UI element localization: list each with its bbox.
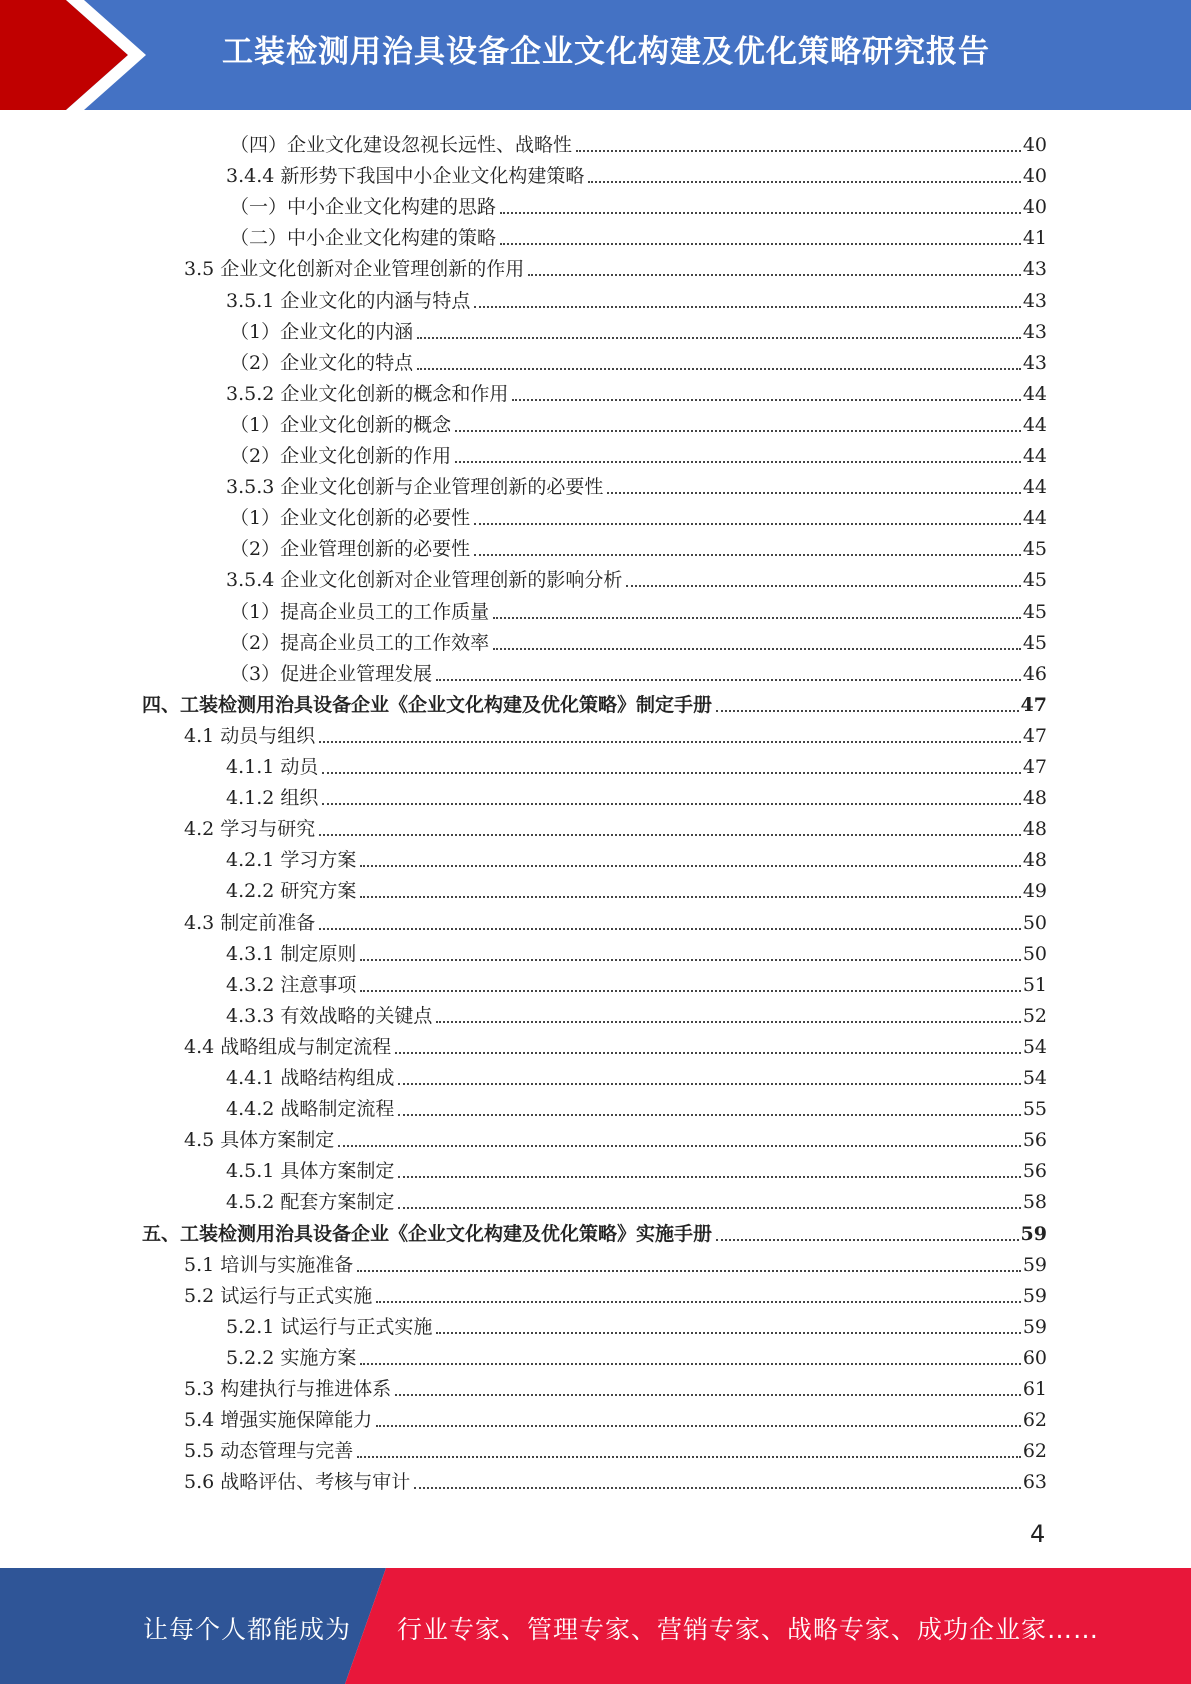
toc-entry[interactable] bbox=[142, 687, 1047, 718]
toc-entry-page: 48 bbox=[1022, 787, 1047, 810]
toc-entry-page: 45 bbox=[1022, 631, 1047, 654]
toc-entry-label: （二）中小企业文化构建的策略 bbox=[230, 227, 497, 250]
toc-leader-dots bbox=[716, 1238, 1019, 1241]
toc-leader-dots bbox=[395, 1051, 1021, 1054]
toc-entry[interactable] bbox=[226, 283, 1047, 314]
toc-entry[interactable] bbox=[230, 594, 1047, 625]
toc-leader-dots bbox=[319, 927, 1021, 930]
toc-leader-dots bbox=[322, 771, 1020, 774]
toc-entry-page: 54 bbox=[1022, 1035, 1047, 1058]
page-number: 4 bbox=[1030, 1520, 1046, 1548]
toc-leader-dots bbox=[360, 958, 1020, 961]
toc-entry-page: 50 bbox=[1022, 942, 1047, 965]
toc-leader-dots bbox=[417, 367, 1021, 370]
toc-entry-label: 五、工装检测用治具设备企业《企业文化构建及优化策略》实施手册 bbox=[142, 1222, 713, 1245]
toc-entry[interactable] bbox=[230, 625, 1047, 656]
toc-entry[interactable] bbox=[226, 1060, 1047, 1091]
toc-entry-label: （2）提高企业员工的工作效率 bbox=[230, 631, 490, 654]
toc-entry-label: 3.4.4 新形势下我国中小企业文化构建策略 bbox=[226, 165, 585, 188]
toc-leader-dots bbox=[398, 1082, 1020, 1085]
toc-entry-page: 43 bbox=[1022, 258, 1047, 281]
toc-entry-label: 4.5 具体方案制定 bbox=[184, 1129, 335, 1152]
toc-entry-page: 56 bbox=[1022, 1129, 1047, 1152]
toc-entry-label: 4.1.2 组织 bbox=[226, 787, 319, 810]
toc-entry-label: 4.3.1 制定原则 bbox=[226, 942, 357, 965]
toc-entry[interactable] bbox=[230, 407, 1047, 438]
report-title: 工装检测用治具设备企业文化构建及优化策略研究报告 bbox=[222, 34, 990, 70]
toc-entry-label: 4.3.3 有效战略的关键点 bbox=[226, 1004, 433, 1027]
toc-entry-page: 56 bbox=[1022, 1160, 1047, 1183]
toc-entry-page: 45 bbox=[1022, 600, 1047, 623]
toc-leader-dots bbox=[376, 1424, 1021, 1427]
toc-entry-page: 47 bbox=[1022, 724, 1047, 747]
page-header bbox=[0, 0, 1191, 110]
toc-leader-dots bbox=[414, 1486, 1021, 1489]
toc-entry[interactable] bbox=[226, 749, 1047, 780]
toc-leader-dots bbox=[360, 989, 1020, 992]
toc-entry-page: 40 bbox=[1022, 165, 1047, 188]
toc-entry[interactable] bbox=[230, 220, 1047, 251]
toc-entry-label: 5.4 增强实施保障能力 bbox=[184, 1409, 373, 1432]
toc-leader-dots bbox=[319, 740, 1021, 743]
toc-entry[interactable] bbox=[184, 251, 1047, 282]
toc-leader-dots bbox=[626, 584, 1020, 587]
toc-entry-label: 4.3 制定前准备 bbox=[184, 911, 316, 934]
toc-entry-label: 4.1.1 动员 bbox=[226, 756, 319, 778]
toc-entry[interactable] bbox=[226, 562, 1047, 593]
toc-entry[interactable] bbox=[226, 967, 1047, 998]
toc-entry-label: 3.5.1 企业文化的内涵与特点 bbox=[226, 289, 471, 312]
toc-leader-dots bbox=[338, 1144, 1021, 1147]
toc-leader-dots bbox=[474, 305, 1020, 308]
toc-entry-page: 48 bbox=[1022, 849, 1047, 872]
toc-entry-label: 3.5.2 企业文化创新的概念和作用 bbox=[226, 382, 509, 405]
toc-entry-label: 5.6 战略评估、考核与审计 bbox=[184, 1471, 411, 1494]
toc-entry[interactable] bbox=[230, 531, 1047, 562]
toc-entry-label: 3.5 企业文化创新对企业管理创新的作用 bbox=[184, 258, 525, 281]
toc-entry[interactable] bbox=[226, 780, 1047, 811]
toc-entry[interactable] bbox=[226, 1184, 1047, 1215]
toc-leader-dots bbox=[436, 1331, 1020, 1334]
toc-entry-label: 4.5.1 具体方案制定 bbox=[226, 1160, 395, 1183]
toc-entry-label: 4.2 学习与研究 bbox=[184, 818, 316, 841]
toc-entry[interactable] bbox=[226, 936, 1047, 967]
toc-leader-dots bbox=[512, 398, 1020, 401]
toc-entry-page: 44 bbox=[1022, 507, 1047, 530]
toc-entry[interactable] bbox=[230, 345, 1047, 376]
toc-entry-label: 4.4.1 战略结构组成 bbox=[226, 1067, 395, 1089]
toc-entry-label: （1）企业文化创新的必要性 bbox=[230, 507, 471, 530]
toc-entry-label: （2）企业管理创新的必要性 bbox=[230, 538, 471, 561]
toc-entry[interactable] bbox=[184, 1464, 1047, 1495]
toc-leader-dots bbox=[436, 678, 1021, 681]
chevron-decoration-icon bbox=[0, 0, 160, 110]
toc-entry-label: 5.5 动态管理与完善 bbox=[184, 1440, 354, 1463]
toc-entry-label: （1）企业文化创新的概念 bbox=[230, 413, 452, 436]
toc-entry[interactable] bbox=[184, 718, 1047, 749]
toc-entry-page: 59 bbox=[1022, 1284, 1047, 1307]
toc-leader-dots bbox=[474, 522, 1021, 525]
toc-entry-label: （3）促进企业管理发展 bbox=[230, 662, 433, 685]
toc-entry[interactable] bbox=[226, 873, 1047, 904]
toc-entry-page: 47 bbox=[1022, 756, 1047, 778]
toc-entry-page: 43 bbox=[1022, 351, 1047, 374]
toc-leader-dots bbox=[398, 1206, 1020, 1209]
toc-entry[interactable] bbox=[184, 1247, 1047, 1278]
toc-entry-label: （1）提高企业员工的工作质量 bbox=[230, 600, 490, 623]
toc-leader-dots bbox=[360, 1362, 1020, 1365]
toc-entry-page: 41 bbox=[1022, 227, 1047, 250]
toc-leader-dots bbox=[455, 429, 1021, 432]
toc-entry-label: （四）企业文化建设忽视长远性、战略性 bbox=[230, 134, 573, 156]
toc-entry-page: 43 bbox=[1022, 289, 1047, 312]
toc-entry[interactable] bbox=[230, 656, 1047, 687]
toc-entry-label: （一）中小企业文化构建的思路 bbox=[230, 196, 497, 219]
toc-entry-label: 5.1 培训与实施准备 bbox=[184, 1253, 354, 1276]
toc-leader-dots bbox=[417, 336, 1021, 339]
toc-entry[interactable] bbox=[226, 1340, 1047, 1371]
toc-entry-page: 50 bbox=[1022, 911, 1047, 934]
toc-entry[interactable] bbox=[184, 905, 1047, 936]
toc-leader-dots bbox=[528, 273, 1021, 276]
toc-entry-label: （2）企业文化的特点 bbox=[230, 351, 414, 374]
toc-entry-page: 58 bbox=[1022, 1191, 1047, 1214]
toc-entry[interactable] bbox=[184, 811, 1047, 842]
toc-entry-label: 4.4.2 战略制定流程 bbox=[226, 1098, 395, 1121]
toc-entry-label: 3.5.3 企业文化创新与企业管理创新的必要性 bbox=[226, 476, 604, 499]
toc-entry[interactable] bbox=[184, 1371, 1047, 1402]
toc-entry[interactable] bbox=[226, 842, 1047, 873]
toc-entry-page: 44 bbox=[1022, 476, 1047, 499]
toc-entry-page: 62 bbox=[1022, 1409, 1047, 1432]
footer-slogan-left: 让每个人都能成为 bbox=[143, 1615, 352, 1644]
toc-entry-page: 54 bbox=[1022, 1067, 1047, 1089]
toc-entry-page: 59 bbox=[1022, 1315, 1047, 1338]
toc-entry[interactable] bbox=[184, 1029, 1047, 1060]
toc-entry-page: 46 bbox=[1022, 662, 1047, 685]
toc-entry[interactable] bbox=[226, 1153, 1047, 1184]
toc-entry-label: 4.1 动员与组织 bbox=[184, 724, 316, 747]
toc-entry-label: 3.5.4 企业文化创新对企业管理创新的影响分析 bbox=[226, 569, 623, 592]
toc-entry-page: 44 bbox=[1022, 382, 1047, 405]
toc-leader-dots bbox=[576, 149, 1021, 152]
toc-leader-dots bbox=[322, 802, 1020, 805]
toc-entry-label: 4.5.2 配套方案制定 bbox=[226, 1191, 395, 1214]
toc-entry-label: 4.3.2 注意事项 bbox=[226, 973, 357, 996]
toc-entry-label: 四、工装检测用治具设备企业《企业文化构建及优化策略》制定手册 bbox=[142, 693, 713, 716]
toc-entry-page: 40 bbox=[1022, 134, 1047, 156]
toc-leader-dots bbox=[319, 833, 1021, 836]
toc-entry-page: 51 bbox=[1022, 973, 1047, 996]
toc-entry-page: 40 bbox=[1022, 196, 1047, 219]
toc-entry-page: 43 bbox=[1022, 320, 1047, 343]
toc-leader-dots bbox=[360, 864, 1020, 867]
toc-leader-dots bbox=[493, 616, 1021, 619]
toc-entry[interactable] bbox=[226, 158, 1047, 189]
footer-slogan-right: 行业专家、管理专家、营销专家、战略专家、成功企业家…… bbox=[397, 1615, 1100, 1644]
toc-entry[interactable] bbox=[184, 1433, 1047, 1464]
toc-entry-page: 48 bbox=[1022, 818, 1047, 841]
toc-leader-dots bbox=[588, 180, 1020, 183]
toc-entry-label: （2）企业文化创新的作用 bbox=[230, 445, 452, 467]
toc-leader-dots bbox=[436, 1020, 1020, 1023]
toc-entry[interactable] bbox=[226, 1091, 1047, 1122]
toc-leader-dots bbox=[607, 491, 1020, 494]
toc-entry-label: 5.2.2 实施方案 bbox=[226, 1346, 357, 1369]
page-footer bbox=[0, 1568, 1191, 1684]
toc-leader-dots bbox=[360, 895, 1020, 898]
toc-entry[interactable] bbox=[230, 314, 1047, 345]
toc-leader-dots bbox=[398, 1175, 1020, 1178]
toc-entry-page: 49 bbox=[1022, 880, 1047, 903]
toc-leader-dots bbox=[395, 1393, 1021, 1396]
toc-leader-dots bbox=[357, 1455, 1021, 1458]
toc-leader-dots bbox=[376, 1300, 1021, 1303]
toc-leader-dots bbox=[474, 553, 1021, 556]
toc-entry-page: 44 bbox=[1022, 445, 1047, 467]
toc-entry-page: 45 bbox=[1022, 569, 1047, 592]
toc-entry-label: 5.2 试运行与正式实施 bbox=[184, 1284, 373, 1307]
toc-entry-label: （1）企业文化的内涵 bbox=[230, 320, 414, 343]
toc-entry[interactable] bbox=[230, 500, 1047, 531]
toc-entry-page: 47 bbox=[1020, 693, 1047, 716]
toc-leader-dots bbox=[500, 242, 1021, 245]
toc-entry-page: 59 bbox=[1022, 1253, 1047, 1276]
toc-entry-label: 4.2.1 学习方案 bbox=[226, 849, 357, 872]
toc-entry[interactable] bbox=[226, 1309, 1047, 1340]
toc-entry[interactable] bbox=[226, 998, 1047, 1029]
toc-entry[interactable] bbox=[142, 1216, 1047, 1247]
toc-entry-page: 60 bbox=[1022, 1346, 1047, 1369]
toc-entry-page: 44 bbox=[1022, 413, 1047, 436]
toc-entry[interactable] bbox=[184, 1122, 1047, 1153]
toc-entry-page: 52 bbox=[1022, 1004, 1047, 1027]
toc-entry-label: 4.2.2 研究方案 bbox=[226, 880, 357, 903]
toc-entry[interactable] bbox=[184, 1278, 1047, 1309]
toc-leader-dots bbox=[398, 1113, 1020, 1116]
toc-entry[interactable] bbox=[226, 469, 1047, 500]
toc-leader-dots bbox=[455, 460, 1021, 463]
toc-entry[interactable] bbox=[230, 438, 1047, 469]
toc-entry-page: 62 bbox=[1022, 1440, 1047, 1463]
toc-entry-page: 63 bbox=[1022, 1471, 1047, 1494]
toc-leader-dots bbox=[493, 647, 1021, 650]
toc-entry-page: 55 bbox=[1022, 1098, 1047, 1121]
toc-leader-dots bbox=[500, 211, 1021, 214]
toc-entry[interactable] bbox=[184, 1402, 1047, 1433]
toc-entry[interactable] bbox=[230, 127, 1047, 158]
toc-entry-page: 59 bbox=[1020, 1222, 1047, 1245]
toc-leader-dots bbox=[716, 709, 1019, 712]
toc-entry[interactable] bbox=[226, 376, 1047, 407]
toc-entry-label: 5.2.1 试运行与正式实施 bbox=[226, 1315, 433, 1338]
toc-entry[interactable] bbox=[230, 189, 1047, 220]
toc-entry-page: 61 bbox=[1022, 1378, 1047, 1400]
toc-entry-label: 4.4 战略组成与制定流程 bbox=[184, 1035, 392, 1058]
toc-entry-page: 45 bbox=[1022, 538, 1047, 561]
toc-entry-label: 5.3 构建执行与推进体系 bbox=[184, 1378, 392, 1400]
toc-leader-dots bbox=[357, 1269, 1021, 1272]
